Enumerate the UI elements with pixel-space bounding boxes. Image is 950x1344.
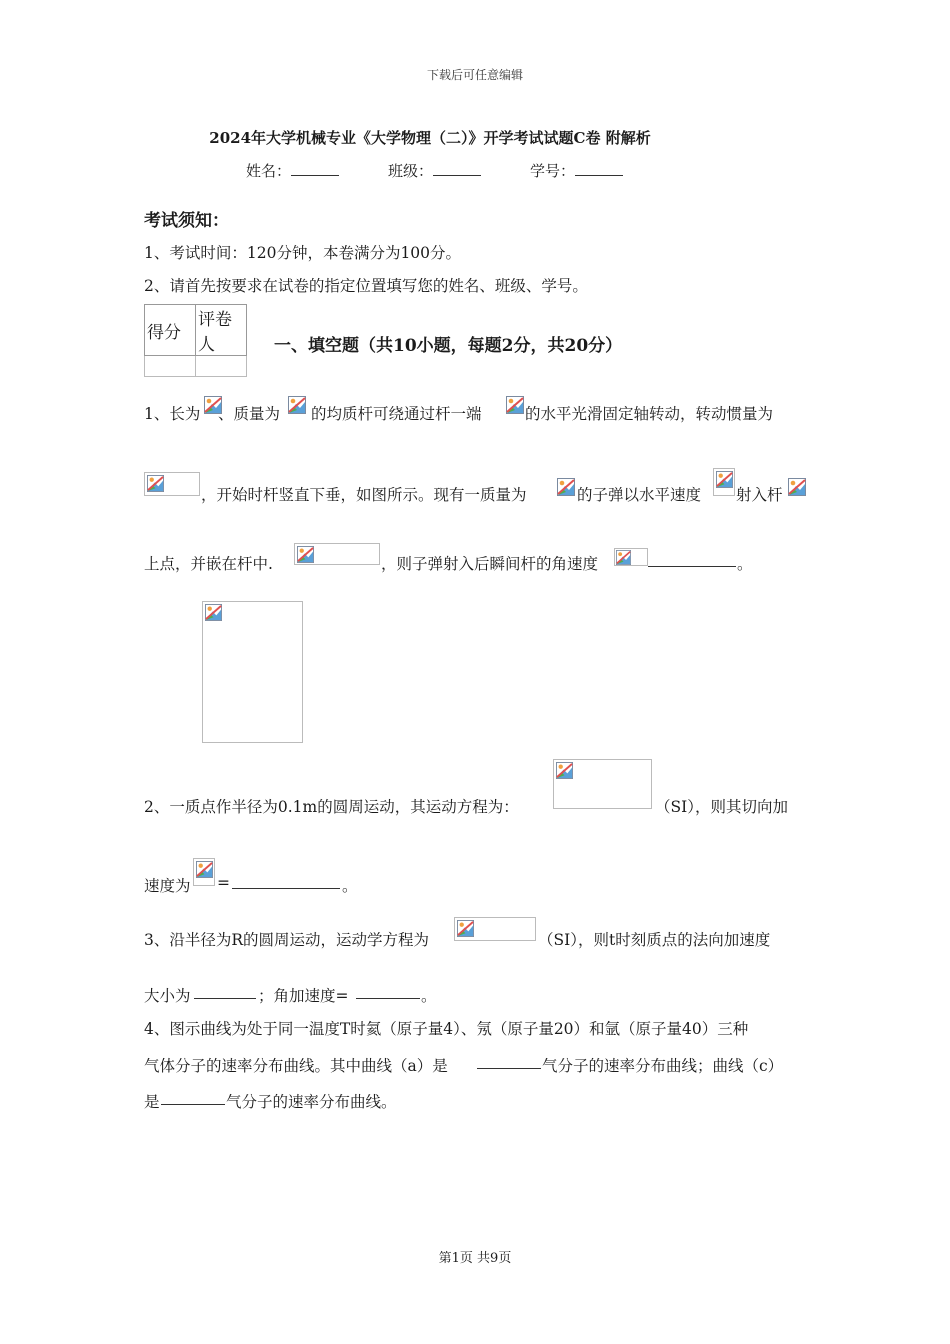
name-label: 姓名：	[246, 162, 292, 180]
q4-line-3a: 是	[144, 1093, 160, 1111]
q1-text-10: 。	[737, 555, 753, 573]
notice-heading: 考试须知：	[144, 211, 229, 231]
q3-text-2: （SI），则t时刻质点的法向加速度	[538, 931, 771, 949]
header-note: 下载后可任意编辑	[426, 68, 523, 82]
q2-text-5: 。	[342, 877, 358, 895]
name-field	[246, 160, 339, 181]
formula-image-icon	[205, 604, 222, 621]
formula-image-icon	[147, 475, 164, 492]
q3-text-4: ；角加速度=	[258, 987, 349, 1005]
q4-line-3b: 气分子的速率分布曲线。	[226, 1093, 397, 1111]
q3-blank-1	[194, 984, 256, 999]
formula-image-icon	[196, 861, 213, 878]
formula-image-icon	[457, 920, 474, 937]
q2-text-1: 2、一质点作半径为0.1m的圆周运动，其运动方程为：	[144, 798, 519, 816]
page-title: 2024年大学机械专业《大学物理（二）》开学考试试题C卷 附解析	[209, 129, 651, 147]
formula-image-icon	[288, 396, 306, 414]
formula-image	[294, 543, 380, 565]
q4-line-2a: 气体分子的速率分布曲线。其中曲线（a）是	[144, 1057, 448, 1075]
q1-text-1: 1、长为	[144, 405, 201, 423]
formula-image-icon	[557, 478, 575, 496]
formula-image-icon	[716, 471, 733, 488]
notice-item-1: 1、考试时间：120分钟，本卷满分为100分。	[144, 244, 462, 262]
q1-text-2: 、质量为	[218, 405, 281, 423]
q2-text-2: （SI），则其切向加	[655, 798, 788, 816]
formula-image	[454, 917, 536, 941]
q4-blank-1	[477, 1054, 541, 1069]
id-field	[530, 160, 623, 181]
q2-answer-blank	[232, 874, 340, 889]
score-cell	[145, 356, 196, 377]
q4-line-1: 4、图示曲线为处于同一温度T时氦（原子量4）、氖（原子量20）和氩（原子量40）三种	[144, 1020, 749, 1038]
grader-label: 评卷人	[196, 305, 247, 356]
q1-text-7: 射入杆	[736, 486, 783, 504]
notice-item-2: 2、请首先按要求在试卷的指定位置填写您的姓名、班级、学号。	[144, 277, 588, 295]
id-blank	[575, 161, 623, 176]
score-table	[144, 304, 247, 377]
q3-text-3: 大小为	[144, 987, 191, 1005]
q1-text-5: ，开始时杆竖直下垂，如图所示。现有一质量为	[201, 486, 527, 504]
formula-image-icon	[297, 546, 314, 563]
q2-text-4: =	[217, 874, 230, 892]
name-blank	[291, 161, 339, 176]
formula-image-icon	[788, 478, 806, 496]
id-label: 学号：	[530, 162, 576, 180]
grader-cell	[196, 356, 247, 377]
class-field	[388, 160, 481, 181]
score-label: 得分	[145, 305, 196, 356]
q3-text-1: 3、沿半径为R的圆周运动，运动学方程为	[144, 931, 430, 949]
formula-image	[553, 759, 652, 809]
formula-image	[144, 472, 200, 496]
rod-figure	[202, 601, 303, 743]
formula-image	[713, 468, 735, 496]
q4-line-2b: 气分子的速率分布曲线；曲线（c）	[542, 1057, 784, 1075]
formula-image-icon	[616, 550, 631, 565]
section-title: 一、填空题（共10小题，每题2分，共20分）	[274, 336, 623, 356]
q3-blank-2	[356, 984, 420, 999]
q1-text-9: ，则子弹射入后瞬间杆的角速度	[381, 555, 599, 573]
q1-text-6: 的子弹以水平速度	[577, 486, 702, 504]
q3-text-5: 。	[421, 987, 437, 1005]
q2-text-3: 速度为	[144, 877, 191, 895]
q1-text-3: 的均质杆可绕通过杆一端	[311, 405, 482, 423]
page-footer: 第1页 共9页	[438, 1251, 512, 1266]
formula-image	[614, 548, 648, 566]
formula-image-icon	[556, 762, 573, 779]
q4-blank-2	[161, 1090, 225, 1105]
class-blank	[433, 161, 481, 176]
q1-text-4: 的水平光滑固定轴转动，转动惯量为	[525, 405, 774, 423]
class-label: 班级：	[388, 162, 434, 180]
formula-image-icon	[506, 396, 524, 414]
formula-image	[193, 858, 215, 886]
q1-text-8: 上点，并嵌在杆中.	[144, 555, 273, 573]
q1-answer-blank	[648, 552, 736, 567]
